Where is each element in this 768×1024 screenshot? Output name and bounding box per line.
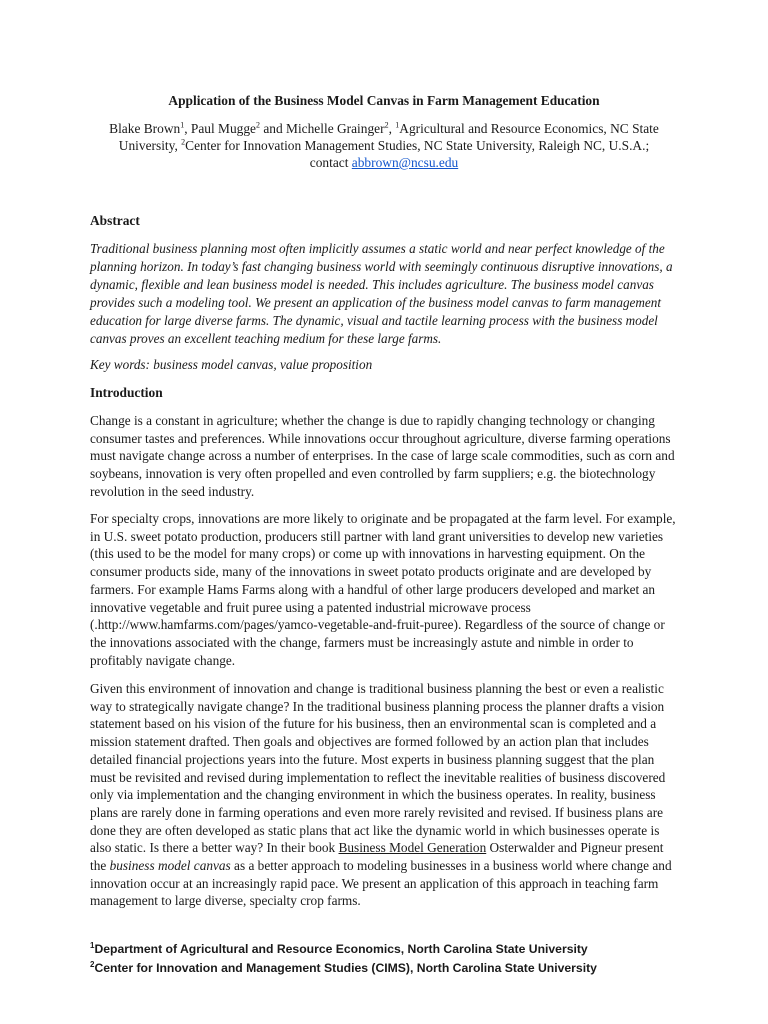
introduction-heading: Introduction [90,385,163,400]
paragraph-2: For specialty crops, innovations are more likely to originate and be propagated at the farm level. For example, in U.S. sweet potato production, producers still partner with land grant universities to develop new varieties (this used to be the model for many crops) or come up with innovations in harvesting equipment. On the consumer products side, many of the innovations in sweet potato products originate and are developed by farmers. For example Hams Farms along with a handful of other large producers developed and market an innovative vegetable and fruit puree using a patented industrial microwave process (.http://www.hamfarms.com/pages/yamco-vegetable-and-fruit-puree). Regardless of the source of change or the innovations associated with the change, farmers must be increasingly astute and nimble in order to profitably navigate change. [90,511,676,668]
paragraph-3-part-b: Osterwalder and Pigneur present the [90,840,664,874]
author-sep: , [184,121,191,136]
author-sup: 1 [180,120,185,130]
affiliation-sup: 1 [395,120,400,130]
author-sup: 2 [384,120,389,130]
keywords: Key words: business model canvas, value proposition [90,357,373,372]
paper-title: Application of the Business Model Canvas in Farm Management Education [168,93,600,108]
author-name: Paul Mugge [190,121,256,136]
emphasis-term: business model canvas [109,858,231,874]
author-name: and Michelle Grainger [263,121,385,136]
contact-email-link[interactable]: abbrown@ncsu.edu [351,155,459,170]
footnote-sup: 1 [90,940,95,950]
affiliation-1: Agricultural and Resource Economics, NC State University, [118,121,659,153]
footnote-1-text: Department of Agricultural and Resource Economics, North Carolina State University [94,942,588,956]
footnote-2 [90,961,597,975]
abstract-heading: Abstract [90,213,140,228]
paragraph-3-part-c: as a better approach to modeling businesses in a business world where change and innovation occur at an increasingly rapid pace. We present an application of this approach in teaching farm management to large diverse, specialty crop farms. [90,858,672,909]
author-sep: , [388,121,396,136]
affiliation-sup: 2 [181,137,186,147]
author-block [92,120,676,171]
paragraph-3-part-a: Given this environment of innovation and change is traditional business planning the best or even a realistic way to strategically navigate change? In the traditional business planning process the planner drafts a vision statement based on his vision of the future for his business, then an environmental scan is completed and a mission statement drafted. Then goals and objectives are formed followed by an action plan that includes detailed financial projections years into the future. Most experts in business planning suggest that the plan must be revisited and revised during implementation to reflect the inevitable realities of business discovered only via implementation and the changing environment in which the business operates. In reality, business plans are rarely done in farming operations and even more rarely revisited and revised. If business plans are done they are often developed as static plans that act like the dynamic world in which businesses operate is also static. Is there a better way? In their book [90,681,666,856]
paragraph-3 [90,680,680,910]
footnote-1 [90,942,588,956]
footnote-sup: 2 [90,959,95,969]
affiliation-2: Center for Innovation Management Studies, NC State University, Raleigh NC, U.S.A.; [185,138,650,153]
paragraph-1: Change is a constant in agriculture; whether the change is due to rapidly changing technology or changing consumer tastes and preferences. While innovations occur throughout agriculture, diverse farming operations must navigate change across a number of enterprises. In the case of large scale commodities, such as corn and soybeans, innovation is very often propelled and even controlled by farm suppliers; e.g. the biotechnology revolution in the seed industry. [90,413,675,499]
author-name: Blake Brown [109,121,181,136]
contact-label: contact [309,155,352,170]
author-sup: 2 [256,120,260,130]
abstract-text: Traditional business planning most often implicitly assumes a static world and near perfect knowledge of the planning horizon. In today’s fast changing business world with seemingly continuous disruptive innovations, a dynamic, flexible and lean business model is needed. This includes agriculture. The business model canvas provides such a modeling tool. We present an application of the business model canvas to farm management education for large diverse farms. The dynamic, visual and tactile learning process with the business model canvas proves an excellent teaching medium for these large farms. [90,241,673,346]
book-title: Business Model Generation [338,840,487,856]
footnote-2-text: Center for Innovation and Management Studies (CIMS), North Carolina State University [94,961,597,975]
